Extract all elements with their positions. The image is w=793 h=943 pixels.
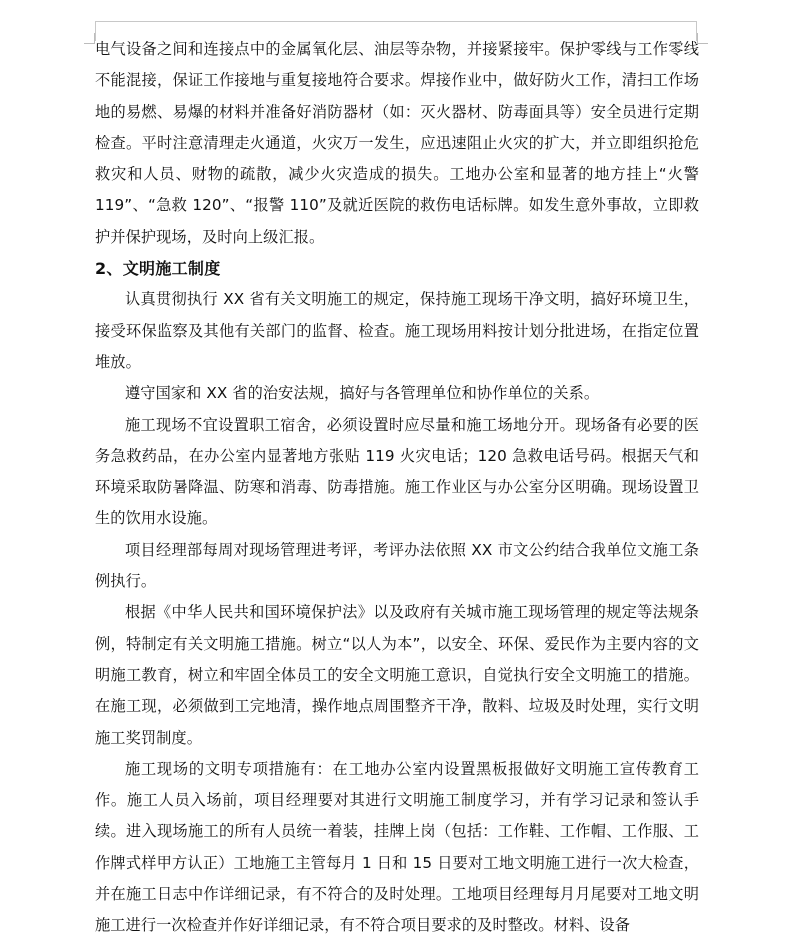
section-heading: 2、文明施工制度	[95, 259, 221, 279]
crop-mark-left	[84, 33, 95, 44]
document-body	[95, 34, 699, 942]
paragraph: 施工现场不宜设置职工宿舍，必须设置时应尽量和施工场地分开。现场备有必要的医务急救药品，在办公室内显著地方张贴 119 火灾电话；120 急救电话号码。根据天气和环境采取防暑降温、防寒和消毒、防毒措施。施工作业区与办公室分区明确。现场设置卫生的饮用水设施。	[95, 415, 699, 528]
paragraph: 认真贯彻执行 XX 省有关文明施工的规定，保持施工现场干净文明，搞好环境卫生，接受环保监察及其他有关部门的监督、检查。施工现场用料按计划分批进场，在指定位置堆放。	[95, 290, 699, 371]
paragraph: 施工现场的文明专项措施有：在工地办公室内设置黑板报做好文明施工宣传教育工作。施工人员入场前，项目经理要对其进行文明施工制度学习，并有学习记录和签认手续。进入现场施工的所有人员统一着装，挂牌上岗（包括：工作鞋、工作帽、工作服、工作牌式样甲方认正）工地施工主管每月 1 日和 15 日要对工地文明施工进行一次大检查，并在施工日志中作详细记录，有不符合的及时处理。工地项目经理每月月尾要对工地文明施工进行一次检查并作好详细记录，有不符合项目要求的及时整改。材料、设备	[95, 759, 699, 935]
paragraph: 遵守国家和 XX 省的治安法规，搞好与各管理单位和协作单位的关系。	[125, 384, 600, 403]
paragraph: 项目经理部每周对现场管理进考评，考评办法依照 XX 市文公约结合我单位文施工条例执行。	[95, 540, 699, 591]
paragraph: 根据《中华人民共和国环境保护法》以及政府有关城市施工现场管理的规定等法规条例，特制定有关文明施工措施。树立“以人为本”，以安全、环保、爱民作为主要内容的文明施工教育，树立和牢固全体员工的安全文明施工意识，自觉执行安全文明施工的措施。在施工现，必须做到工完地清，操作地点周围整齐干净，散料、垃圾及时处理，实行文明施工奖罚制度。	[95, 603, 699, 747]
paragraph-continued: 电气设备之间和连接点中的金属氧化层、油层等杂物，并接紧接牢。保护零线与工作零线不能混接，保证工作接地与重复接地符合要求。焊接作业中，做好防火工作，清扫工作场地的易燃、易爆的材料并准备好消防器材（如：灭火器材、防毒面具等）安全员进行定期检查。平时注意清理走火通道，火灾万一发生，应迅速阻止火灾的扩大，并立即组织抢危救灾和人员、财物的疏散，减少火灾造成的损失。工地办公室和显著的地方挂上“火警 119”、“急救 120”、“报警 110”及就近医院的救伤电话标牌。如发生意外事故，立即救护并保护现场，及时向上级汇报。	[95, 40, 699, 246]
